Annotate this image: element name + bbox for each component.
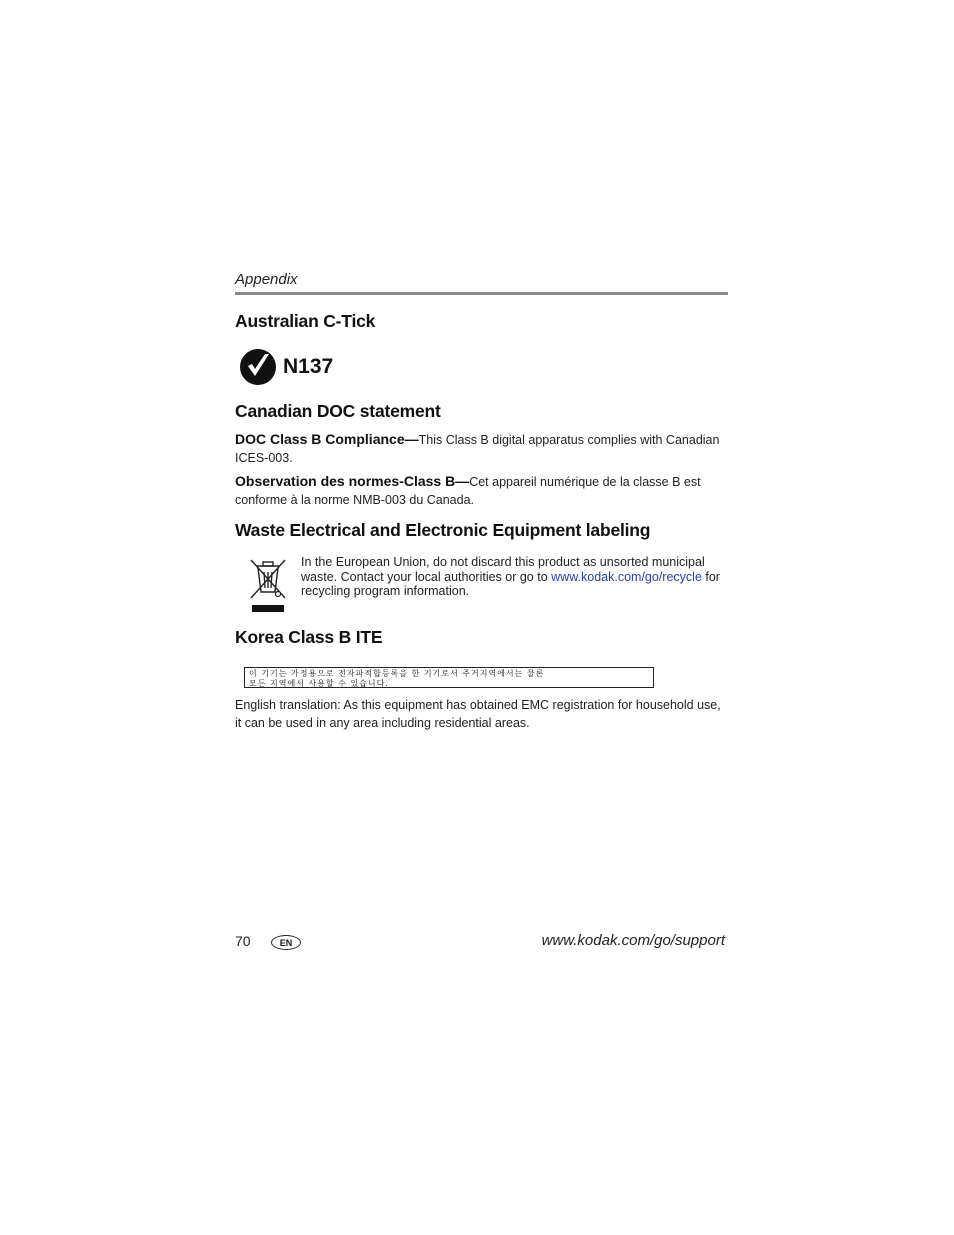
korea-statement-line2: 모든 지역에서 사용할 수 있습니다. bbox=[249, 679, 389, 688]
korea-translation: English translation: As this equipment has obtained EMC registration for household use, it can be used in any area including residential areas. bbox=[235, 698, 721, 730]
ctick-mark bbox=[239, 348, 333, 386]
ctick-supplier-code: N137 bbox=[283, 355, 334, 378]
weee-heading: Waste Electrical and Electronic Equipment labeling bbox=[235, 520, 651, 540]
support-url[interactable]: www.kodak.com/go/support bbox=[541, 932, 725, 949]
doc-compliance-paragraph bbox=[235, 430, 727, 467]
c-tick-icon bbox=[239, 348, 277, 386]
korea-statement-line1: 이 기기는 가정용으로 전자파적합등록을 한 기기로서 주거지역에서는 물론 bbox=[249, 669, 545, 678]
weee-text-before: In the European Union, do not discard this product as unsorted municipal waste. Contact your local authorities or go to bbox=[301, 555, 705, 584]
recycle-link[interactable]: www.kodak.com/go/recycle bbox=[551, 569, 702, 584]
korea-heading: Korea Class B ITE bbox=[235, 627, 383, 647]
page-number: 70 bbox=[235, 933, 251, 949]
header-rule bbox=[235, 292, 728, 295]
doc-observation-lead: Observation des normes-Class B— bbox=[235, 473, 470, 489]
doc-compliance-lead: DOC Class B Compliance— bbox=[235, 431, 419, 447]
weee-text-after: for recycling program information. bbox=[301, 569, 720, 598]
weee-paragraph bbox=[301, 555, 731, 599]
ctick-heading: Australian C-Tick bbox=[235, 311, 376, 331]
language-badge: EN bbox=[271, 935, 301, 950]
crossed-bin-icon bbox=[248, 556, 288, 614]
korea-statement-box bbox=[244, 667, 654, 688]
doc-heading: Canadian DOC statement bbox=[235, 401, 441, 421]
doc-observation-paragraph bbox=[235, 472, 727, 509]
doc-observation-text: Cet appareil numérique de la classe B est conforme à la norme NMB-003 du Canada. bbox=[235, 475, 701, 507]
doc-compliance-text: This Class B digital apparatus complies with Canadian ICES-003. bbox=[235, 433, 720, 465]
running-head: Appendix bbox=[235, 271, 298, 288]
